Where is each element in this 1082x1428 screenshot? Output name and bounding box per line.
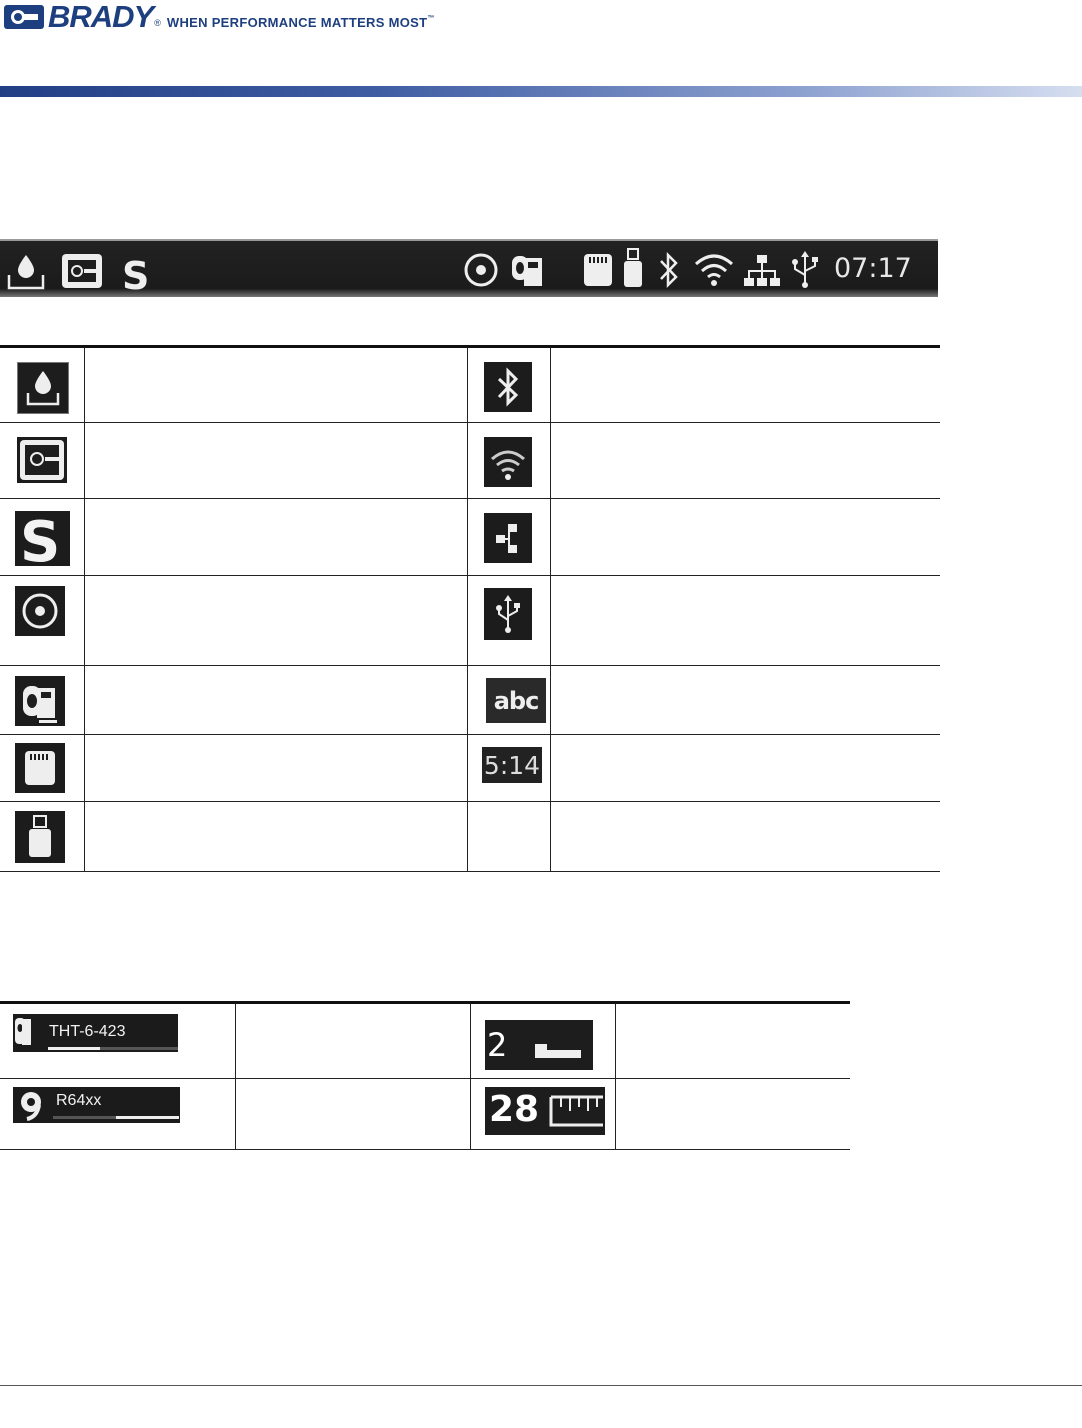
- header-gradient-bar: [0, 86, 1082, 97]
- label-count: 2: [487, 1026, 508, 1064]
- ink-drop-icon: [17, 362, 69, 414]
- media-cell: [0, 1079, 236, 1150]
- usb-icon: [790, 249, 820, 289]
- description-cell: [85, 666, 468, 735]
- ribbon-progress-fill: [116, 1116, 179, 1119]
- table-row: [0, 576, 940, 666]
- length-count: 28: [489, 1089, 540, 1130]
- sd-card-icon: [15, 743, 65, 793]
- icon-cell: [468, 802, 551, 872]
- icon-cell: [468, 735, 551, 802]
- table-row: [0, 735, 940, 802]
- description-cell: [551, 666, 941, 735]
- svg-text:S: S: [122, 254, 150, 293]
- tagline: WHEN PERFORMANCE MATTERS MOST™: [166, 15, 435, 30]
- media-name: THT-6-423: [49, 1023, 126, 1040]
- description-cell: [616, 1079, 851, 1150]
- table-row: [0, 802, 940, 872]
- description-cell: [551, 347, 941, 423]
- icon-cell: [0, 347, 85, 423]
- bluetooth-icon: [656, 251, 682, 289]
- footer-rule: [0, 1385, 1082, 1386]
- description-cell: [236, 1003, 471, 1079]
- media-status-bar: [13, 1014, 178, 1052]
- icon-cell: [0, 423, 85, 499]
- description-cell: [85, 347, 468, 423]
- icon-cell: [0, 802, 85, 872]
- single-label-icon: [485, 1020, 593, 1070]
- description-cell: [85, 735, 468, 802]
- svg-text:S: S: [20, 511, 61, 566]
- description-cell: [551, 423, 941, 499]
- usb-drive-icon: [622, 247, 644, 289]
- clock-text-icon: [482, 747, 542, 783]
- description-cell: [85, 499, 468, 576]
- table-row: [0, 499, 940, 576]
- icon-cell: [0, 499, 85, 576]
- status-icons-table: [0, 345, 940, 872]
- abc-text-icon: [486, 678, 546, 723]
- sd-card-icon: [582, 252, 614, 288]
- ink-drop-icon: [6, 251, 46, 291]
- count-cell: [471, 1079, 616, 1150]
- table-row: [0, 666, 940, 735]
- icon-cell: [468, 423, 551, 499]
- count-cell: [471, 1003, 616, 1079]
- description-cell: [85, 423, 468, 499]
- description-cell: [551, 735, 941, 802]
- label-roll-icon: [15, 676, 65, 726]
- brady-logo-mark: [4, 3, 44, 31]
- description-cell: [551, 499, 941, 576]
- length-count-tile: [485, 1087, 605, 1135]
- status-time: 07:17: [834, 253, 912, 284]
- description-cell: [236, 1079, 471, 1150]
- table-row: [0, 347, 940, 423]
- usb-drive-icon: [15, 811, 65, 863]
- description-cell: [616, 1003, 851, 1079]
- media-info-table: [0, 1001, 850, 1150]
- brady-logo: [4, 0, 435, 34]
- description-cell: [85, 576, 468, 666]
- ribbon-progress-track: [53, 1116, 179, 1119]
- media-progress-fill: [48, 1047, 100, 1050]
- usb-icon: [484, 588, 532, 640]
- bluetooth-icon: [484, 362, 532, 412]
- icon-cell: [468, 576, 551, 666]
- ribbon-name: R64xx: [56, 1092, 102, 1109]
- icon-cell: [468, 666, 551, 735]
- ribbon-cartridge-icon: [17, 437, 67, 483]
- s-letter-icon: [15, 511, 70, 566]
- media-cell: [0, 1003, 236, 1079]
- network-icon: [744, 252, 780, 288]
- ribbon-cartridge-icon: [60, 252, 104, 290]
- label-roll-icon: [510, 252, 544, 288]
- icon-cell: [468, 347, 551, 423]
- wifi-icon: [693, 250, 735, 288]
- wifi-icon: [484, 437, 532, 487]
- record-icon: [463, 252, 499, 288]
- s-letter-icon: [118, 253, 158, 293]
- table-row: [0, 1003, 850, 1079]
- ruler-icon: [485, 1087, 605, 1135]
- table-row: [0, 423, 940, 499]
- ribbon-status-bar: [13, 1087, 180, 1123]
- icon-cell: [0, 735, 85, 802]
- brand-name: BRADY: [48, 0, 154, 34]
- network-icon: [484, 513, 532, 563]
- media-progress-track: [48, 1047, 178, 1050]
- description-cell: [85, 802, 468, 872]
- icon-cell: [468, 499, 551, 576]
- abc-label: abc: [493, 686, 539, 715]
- printer-status-bar: [0, 239, 938, 297]
- icon-cell: [0, 666, 85, 735]
- icon-cell: [0, 576, 85, 666]
- clock-label: 5:14: [483, 750, 541, 780]
- table-row: [0, 1079, 850, 1150]
- description-cell: [551, 576, 941, 666]
- label-count-tile: [485, 1020, 593, 1070]
- record-icon: [15, 586, 65, 636]
- description-cell: [551, 802, 941, 872]
- registered-mark: ®: [154, 18, 161, 28]
